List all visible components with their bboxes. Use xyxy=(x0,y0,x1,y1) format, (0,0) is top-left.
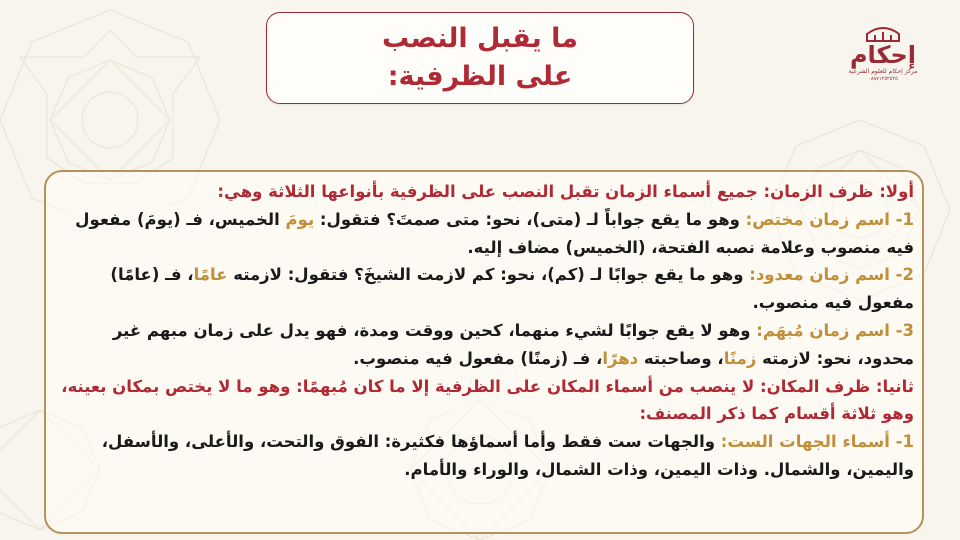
text-segment: 1- اسم زمان مختص: xyxy=(745,209,914,229)
title-box xyxy=(266,12,694,104)
text-segment: زمنًا xyxy=(723,348,757,368)
text-segment: 1- أسماء الجهات الست: xyxy=(720,432,914,452)
logo-phone: ٠٨٨٧١٢٥٢٥٢٥ xyxy=(868,76,898,82)
logo-subtitle: مركز إحكام للعلوم الشرعية xyxy=(848,68,918,75)
paragraph xyxy=(58,206,914,262)
text-segment: وهو ما يقع جوابًا لـ (كم)، نحو: كم لازمت الشيخَ؟ فتقول: لازمته xyxy=(227,265,750,285)
logo-wordmark: إحكام xyxy=(849,41,917,69)
text-segment: ، فـ (زمنًا) مفعول فيه منصوب. xyxy=(353,348,603,368)
text-segment: وهو ما يقع جواباً لـ (متى)، نحو: متى صمتَ؟ فتقول: xyxy=(314,209,746,229)
text-segment: 3- اسم زمان مُبهَم: xyxy=(756,320,914,340)
text-segment: يومَ xyxy=(285,209,315,229)
paragraph xyxy=(58,428,914,484)
paragraph xyxy=(58,373,914,429)
text-segment: عامًا xyxy=(193,265,228,285)
paragraph xyxy=(58,317,914,373)
title-line-1: ما يقبل النصب xyxy=(382,23,578,54)
paragraph xyxy=(58,178,914,206)
text-segment: دهرًا xyxy=(602,348,639,368)
content-text xyxy=(58,178,914,484)
text-segment: ، وصاحبته xyxy=(638,348,724,368)
text-segment: أولا: ظرف الزمان: جميع أسماء الزمان تقبل النصب على الظرفية بأنواعها الثلاثة وهي: xyxy=(217,182,914,201)
text-segment: الخميس، فـ (يومَ) مفعول فيه منصوب وعلامة نصبه الفتحة، (الخميس) مضاف إليه. xyxy=(75,209,914,257)
content-box xyxy=(44,170,924,534)
text-segment: 2- اسم زمان معدود: xyxy=(749,265,914,285)
paragraph xyxy=(58,261,914,317)
logo-dome-icon xyxy=(863,26,903,42)
text-segment: ، فـ (عامًا) مفعول فيه منصوب. xyxy=(110,265,914,313)
text-segment: ثانيا: ظرف المكان: لا ينصب من أسماء المكان على الظرفية إلا ما كان مُبهمًا: وهو ما لا يختص بمكان بعينه، وهو ثلاثة أقسام كما ذكر المصنف: xyxy=(61,376,914,424)
text-segment: والجهات ست فقط وأما أسماؤها فكثيرة: الفوق والتحت، والأعلى، والأسفل، واليمين، والشمال. وذات اليمين، وذات الشمال، والوراء والأمام. xyxy=(101,432,914,479)
logo xyxy=(848,26,918,94)
text-segment: وهو لا يقع جوابًا لشيء منهما، كحين ووقت ومدة، فهو يدل على زمان مبهم غير محدود، نحو: لازمته xyxy=(112,320,914,368)
title-line-2: على الظرفية: xyxy=(387,61,573,92)
